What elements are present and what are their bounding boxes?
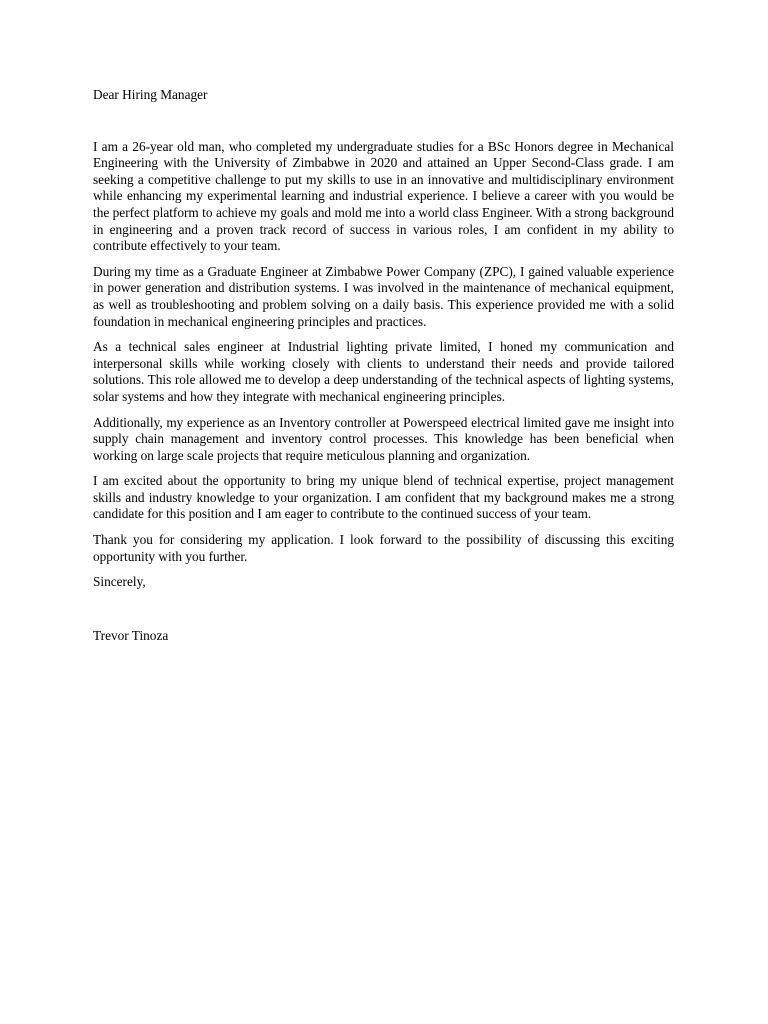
closing: Sincerely, — [93, 574, 146, 590]
paragraph-excited: I am excited about the opportunity to bring my unique blend of technical expertise, project management skills and industry knowledge to your organization. I am confident that my background makes me a strong candidate for this position and I am eager to contribute to the continued success of your team. — [93, 473, 674, 522]
paragraph-inventory: Additionally, my experience as an Inventory controller at Powerspeed electrical limited gave me insight into supply chain management and inventory control processes. This knowledge has been beneficial when working on large scale projects that require meticulous planning and organization. — [93, 414, 674, 463]
signature-name: Trevor Tinoza — [93, 627, 169, 643]
letter-page — [93, 87, 674, 644]
paragraph-intro: I am a 26-year old man, who completed my undergraduate studies for a BSc Honors degree in Mechanical Engineering with the University of Zimbabwe in 2020 and attained an Upper Second-Class grade. I am seeking a competitive challenge to put my skills to use in an innovative and multidisciplinary environment while enhancing my experimental learning and industrial experience. I believe a career with you would be the perfect platform to achieve my goals and mold me into a world class Engineer. With a strong background in engineering and a proven track record of success in various roles, I am confident in my ability to contribute effectively to your team. — [93, 138, 674, 254]
paragraph-zpc: During my time as a Graduate Engineer at Zimbabwe Power Company (ZPC), I gained valuable experience in power generation and distribution systems. I was involved in the maintenance of mechanical equipment, as well as troubleshooting and problem solving on a daily basis. This experience provided me with a solid foundation in mechanical engineering principles and practices. — [93, 263, 674, 329]
paragraph-thank-you: Thank you for considering my application. I look forward to the possibility of discussing this exciting opportunity with you further. — [93, 532, 674, 564]
salutation: Dear Hiring Manager — [93, 87, 208, 102]
paragraph-sales-engineer: As a technical sales engineer at Industrial lighting private limited, I honed my communication and interpersonal skills while working closely with clients to understand their needs and provide tailored solutions. This role allowed me to develop a deep understanding of the technical aspects of lighting systems, solar systems and how they integrate with mechanical engineering principles. — [93, 339, 674, 404]
